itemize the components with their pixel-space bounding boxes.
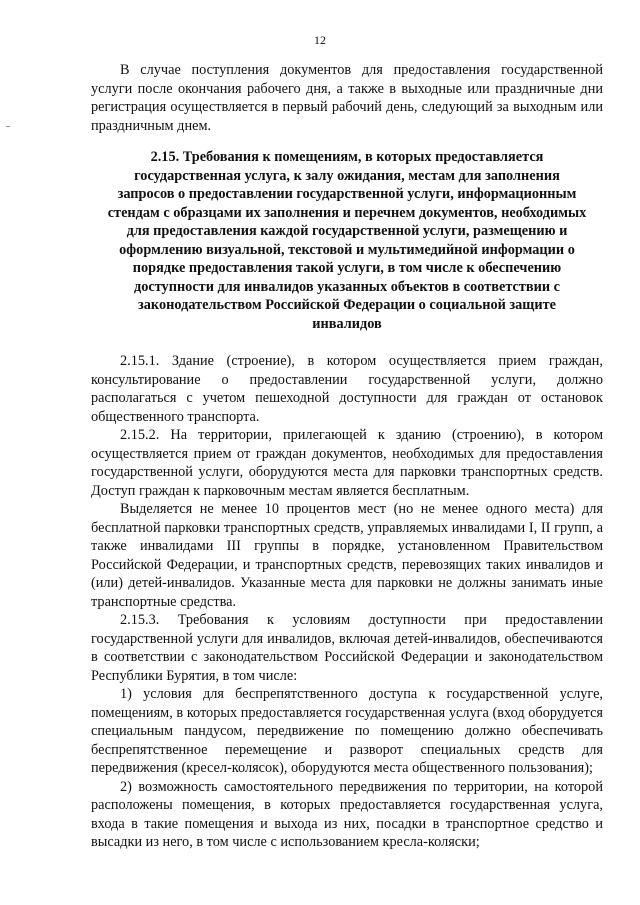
list-item-2: 2) возможность самостоятельного передвижения по территории, на которой расположены помещения, в которых предоставляется государственная услуга, входа в такие помещения и выхода из них, посадки в транспортное средство и высадки из него, в том числе с использованием кресла-коляски; xyxy=(91,778,603,850)
paragraph-2-15-3: 2.15.3. Требования к условиям доступности при предоставлении государственной услуги для инвалидов, включая детей-инвалидов, обеспечиваются в соответствии с законодательством Российской Федерации и законодательством Республики Бурятия, в том числе: xyxy=(91,612,603,684)
intro-block xyxy=(91,61,603,135)
paragraph-2-15-1: 2.15.1. Здание (строение), в котором осуществляется прием граждан, консультирование о предоставлении государственной услуги, должно располагаться с учетом пешеходной доступности для граждан от остановок общественного транспорта. xyxy=(91,353,603,425)
margin-mark xyxy=(6,126,10,127)
paragraph-2-15-2: 2.15.2. На территории, прилегающей к зданию (строению), в котором осуществляется прием от граждан документов, необходимых для предоставления государственной услуги, оборудуются места для парковки транспортных средств. Доступ граждан к парковочным местам является бесплатным. xyxy=(91,427,603,499)
intro-paragraph: В случае поступления документов для предоставления государственной услуги после окончания рабочего дня, а также в выходные или праздничные дни регистрация осуществляется в первый рабочий день, следующий за выходным или праздничным днем. xyxy=(91,62,603,134)
page-number: 12 xyxy=(314,33,326,47)
section-heading: 2.15. Требования к помещениям, в которых предоставляется государственная услуга, к залу ожидания, местам для заполнения запросов о предоставлении государственной услуги, информационным стендам с образцами их заполнения и перечнем документов, необходимых для предоставления каждой государственной услуги, размещению и оформлению визуальной, текстовой и мультимедийной информации о порядке предоставления такой услуги, в том числе к обеспечению доступности для инвалидов указанных объектов в соответствии с законодательством Российской Федерации о социальной защите инвалидов xyxy=(107,149,587,332)
list-item-1: 1) условия для беспрепятственного доступа к государственной услуге, помещениям, в которых предоставляется государственная услуга (вход оборудуется специальным пандусом, передвижение по помещению должно обеспечивать беспрепятственное перемещение и разворот специальных средств для передвижения (кресел-колясок), оборудуются места общественного пользования); xyxy=(91,686,603,776)
body-text xyxy=(91,352,603,852)
paragraph-parking-quota: Выделяется не менее 10 процентов мест (но не менее одного места) для бесплатной парковки транспортных средств, управляемых инвалидами I, II групп, а также инвалидами III группы в порядке, установленном Правительством Российской Федерации, и транспортных средств, перевозящих таких инвалидов и (или) детей-инвалидов. Указанные места для парковки не должны занимать иные транспортные средства. xyxy=(91,501,603,610)
